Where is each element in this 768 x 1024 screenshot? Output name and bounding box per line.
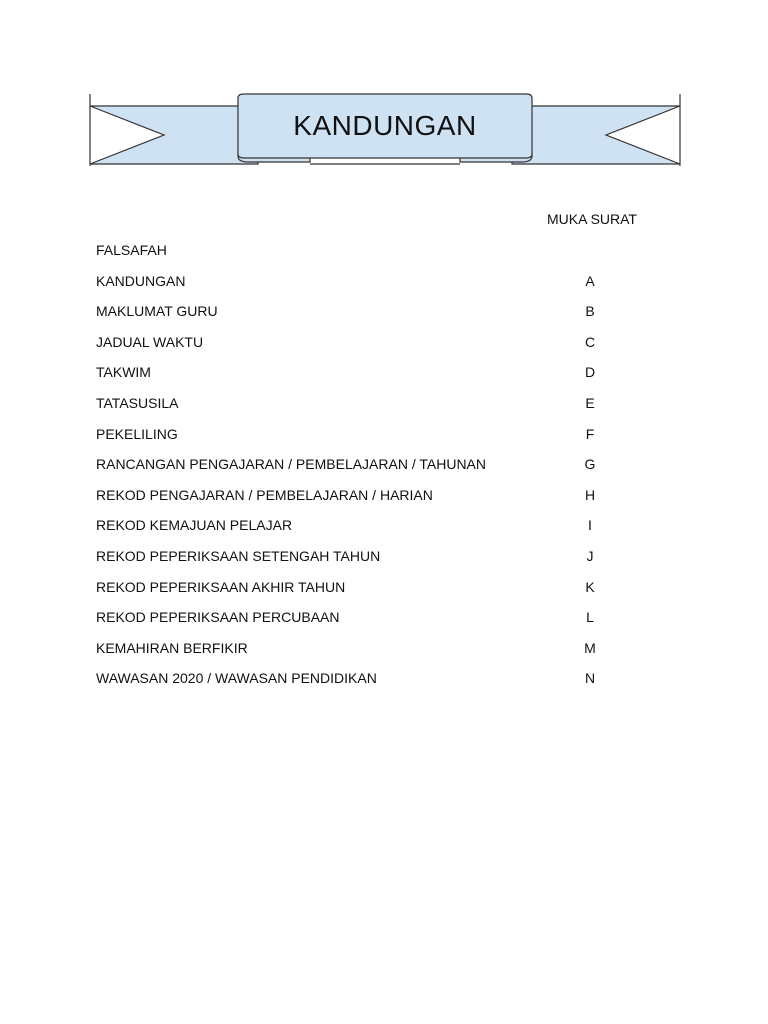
toc-entry-title: REKOD PEPERIKSAAN PERCUBAAN [96, 609, 340, 626]
toc-entry-title: FALSAFAH [96, 242, 167, 258]
toc-entry-title: REKOD KEMAJUAN PELAJAR [96, 517, 293, 534]
table-of-contents [96, 241, 636, 700]
toc-entry-page: E [585, 394, 595, 411]
toc-row [96, 547, 636, 578]
toc-entry-title: MAKLUMAT GURU [96, 303, 218, 320]
toc-entry-page: A [585, 272, 595, 289]
ribbon-left-tail [90, 106, 258, 164]
toc-row [96, 639, 636, 670]
toc-row [96, 578, 636, 609]
toc-entry-title: PEKELILING [96, 425, 178, 442]
toc-entry-title: KEMAHIRAN BERFIKIR [96, 639, 248, 656]
toc-entry-page: K [585, 578, 595, 595]
toc-row [96, 669, 636, 700]
toc-entry-page: L [586, 609, 594, 626]
toc-entry-page: N [584, 670, 596, 687]
toc-entry-page: M [584, 639, 596, 656]
toc-entry-title: WAWASAN 2020 / WAWASAN PENDIDIKAN [96, 670, 377, 687]
toc-entry-page: G [584, 456, 596, 473]
toc-entry-title: RANCANGAN PENGAJARAN / PEMBELAJARAN / TAHUNAN [96, 456, 487, 473]
toc-entry-title: REKOD PENGAJARAN / PEMBELAJARAN / HARIAN [96, 486, 433, 503]
toc-entry-title: KANDUNGAN [96, 272, 186, 289]
page-number-column-header: MUKA SURAT [547, 211, 637, 227]
toc-entry-page: B [585, 303, 595, 320]
toc-row [96, 241, 636, 272]
toc-entry-page: C [584, 333, 596, 350]
toc-row [96, 302, 636, 333]
toc-entry-title: REKOD PEPERIKSAAN SETENGAH TAHUN [96, 547, 381, 564]
toc-row [96, 425, 636, 456]
page-title: KANDUNGAN [293, 110, 477, 141]
toc-row [96, 455, 636, 486]
toc-entry-title: TAKWIM [96, 364, 151, 381]
toc-row [96, 394, 636, 425]
toc-entry-title: TATASUSILA [96, 394, 179, 411]
toc-entry-page: J [586, 547, 594, 564]
toc-entry-page: D [584, 364, 596, 381]
ribbon-right-tail [512, 106, 680, 164]
toc-entry-page: F [585, 425, 595, 442]
toc-row [96, 272, 636, 303]
toc-entry-title: REKOD PEPERIKSAAN AKHIR TAHUN [96, 578, 346, 595]
toc-row [96, 333, 636, 364]
toc-entry-page: I [588, 517, 592, 534]
toc-row [96, 516, 636, 547]
toc-entry-page: H [584, 486, 596, 503]
title-banner [88, 92, 682, 168]
toc-row [96, 363, 636, 394]
toc-entry-title: JADUAL WAKTU [96, 333, 204, 350]
toc-row [96, 608, 636, 639]
toc-row [96, 486, 636, 517]
